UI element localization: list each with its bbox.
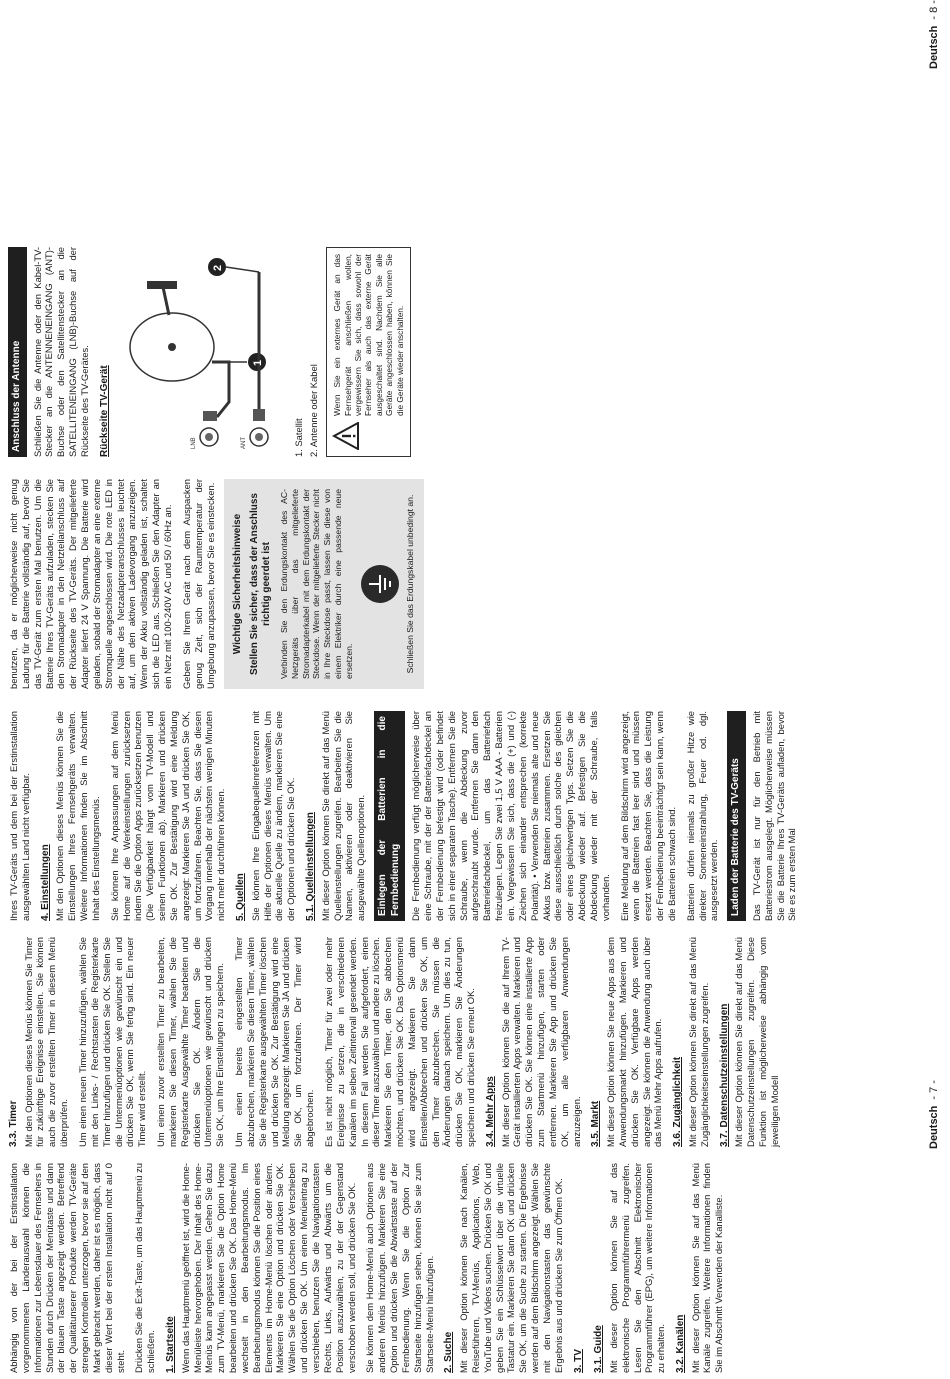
callout-1-label: 1 [252,359,265,366]
page7-column-2 [8,937,788,1147]
footer-language: Deutsch [928,1105,940,1149]
page-7 [0,690,950,1379]
page7-footer [928,1080,940,1149]
lnb-port-center-icon [205,433,213,441]
heading-guide: 3.1. Guide [593,1325,605,1373]
satellite-cable-icon [212,362,229,417]
heading-quellen: 5. Quellen [235,873,247,921]
heading-mehr-apps: 3.4. Mehr Apps [484,1076,496,1147]
paragraph: Sie können dem Home-Menü auch Optionen aus anderen Menüs hinzufügen. Markieren Sie eine Option und drücken Sie die Abwärtstaste auf der Fernbedienung. Wenn Sie die Option Zur Startseite hinzufügen sehen, können Sie sie zum Startseite-Menü hinzufügen. [364,1163,435,1373]
paragraph: Sie können Ihre Eingabequellenreferenzen mit Hilfe der Optionen dieses Menüs verwalten. Um die aktuelle Quelle zu ändern, markieren Sie eine der Optionen und drücken Sie OK. [249,711,297,921]
ground-icon [361,565,399,603]
heading-quelleinstellungen: 5.1. Quelleinstellungen [305,812,317,921]
page7-column-1 [8,1163,732,1373]
paragraph: benutzen, da er möglicherweise nicht genug Ladung für die Batterie vollständig auf, bevor Sie das TV-Gerät zum ersten Mal benutzen. Um die Batterie Ihres TV-Geräts aufzuladen, stecken Sie den Stromadapter in den Netzteilanschluss auf der Rückseite des TV-Geräts. Der mitgelieferte Adapter liefert 24 V Spannung. Die Batterie wird geladen, sobald der Stromadapter an eine externe Stromquelle angeschlossen wird. Die rote LED in der Nähe des Netzadapteranschlusses leuchtet auf, um den aktiven Ladevorgang anzuzeigen. Wenn der Akku vollständig geladen ist, schaltet sich die LED aus. Schließen Sie den Adapter an ein Netz mit 100-240V AC und 50 / 60Hz an. [8,479,173,689]
paragraph: Wenn das Hauptmenü geöffnet ist, wird die Home-Menüleiste hervorgehoben. Der Inhalt des Home-Menüs kann angepasst werden. Gehen Sie dazu zum TV-Menü, markieren Sie die Option Home bearbeiten und drücken Sie OK. Das Home-Menü wechselt in den Bearbeitungsmodus. Im Bearbeitungsmodus können Sie die Position eines Elements im Home-Menü löschen oder ändern. Markieren Sie eine Option und drücken Sie OK. Wählen Sie die Option Löschen oder Verschieben und drücken Sie OK. Um einen Menüeintrag zu verschieben, benutzen Sie die Navigationstasten Rechts, Links, Aufwärts und Abwärts um die Position auszuwählen, zu der der Gegenstand verschoben werden soll, und drücken Sie OK. [179,1163,357,1373]
paragraph: Batterien dürfen niemals zu großer Hitze wie direkter Sonneneinstrahlung, Feuer od. dgl. ausgesetzt werden. [684,711,720,921]
section-bar-batterien: Einlegen der Batterien in die Fernbedienung [374,711,405,921]
dish-center-icon [168,343,176,351]
paragraph: Die Fernbedienung verfügt möglicherweise über eine Schraube, mit der der Batteriefachdeckel an der Fernbedienung befestigt wird (oder befindet sich in einer separaten Tasche). Entfernen Sie die Schraube, wenn die Abdeckung zuvor aufgeschraubt wurde. Entfernen Sie dann den Batteriefachdeckel, um das Batteriefach freizulegen. Legen Sie zwei 1,5 V AAA - Batterien ein. Vergewissern Sie sich, dass die (+) und (-) Zeichen sich einander entsprechen (korrekte Polarität). • Verwenden Sie niemals alte und neue Akkus bzw. Batterien zusammen. Ersetzen Sie diese ausschließlich durch solche des gleichen oder eines gleichwertigen Typs. Setzen Sie die Abdeckung wieder auf. Befestigen Sie die Abdeckung wieder mit der Schraube, falls vorhanden. [410,711,611,921]
paragraph: Abhängig von der bei der Erstinstallation vorgenommenen Länderauswahl können die Informationen zur Lebensdauer des Fernsehers in Stunden durch Drücken der Menütaste und dann der blauen Taste angezeigt werden. Betreffend der Qualitätunserer Produkte werden TV-Geräte strengen Kontrollen unterzogen, bevor sie auf den Markt gebracht werden, daher ist es möglich, dass dieser Wert bei der ersten Installation nicht auf 0 steht. [8,1163,126,1373]
callout-2-line [226,267,259,272]
safety-heading: Wichtige Sicherheitshinweise [232,513,244,655]
heading-timer: 3.3. Timer [8,1100,19,1147]
paragraph: Mit den Optionen dieses Menüs können Sie die Einstellungen Ihres Fernsehgeräts verwalten. Weitere Informationen finden Sie im Abschnitt Inhalt des Einstellungsmenüs. [54,711,101,921]
page-number: - 7 - [928,1080,940,1100]
paragraph: Mit dieser Option können Sie nach Kanälen, Reiseführern, TV-Menüs, Applications, Web, YouTube und Videos suchen. Drücken Sie OK und geben Sie ein Schlüsselwort über die virtuelle Tastatur ein. Markieren Sie dann OK und drücken Sie OK, um die Suche zu starten. Die Ergebnisse werden auf dem Bildschirm angezeigt. Wählen Sie mit den Navigationstasten das gewünschte Ergebnis aus und drücken Sie zum Öffnen OK. [458,1163,564,1373]
paragraph: Eine Meldung auf dem Bildschirm wird angezeigt, wenn die Batterien fast leer sind und müssen ersetzt werden. Beachten Sie, dass die Leistung der Fernbedienung beeinträchtigt sein kann, wenn die Batterien schwach sind. [618,711,677,921]
paragraph: Schließen Sie die Antenne oder den Kabel-TV-Stecker an die ANTENNENEINGANG (ANT)-Buchse oder den Satellitenstecker an die SATELLITENEINGANG (LNB)-Buchse auf der Rückseite des TV-Gerätes. [31,247,90,457]
paragraph: Um einen zuvor erstellten Timer zu bearbeiten, markieren Sie diesen Timer, wählen Sie die Registerkarte Ausgewählte Timer bearbeiten und drücken Sie OK. Ändern Sie die Untermenüoptionen wie gewünscht und drücken Sie OK, um Ihre Einstellungen zu speichern. [155,937,226,1147]
section-bar-laden: Laden der Batterie des TV-Geräts [727,711,746,921]
paragraph: Mit dieser Option können Sie direkt auf das Menü Quelleinstellungen zugreifen. Bearbeiten Sie die Namen, aktivieren oder deaktivieren Sie ausgewählte Quellenoptionen. [319,711,367,921]
paragraph: Mit dieser Option können Sie auf das Menü Kanäle zugreifen. Weitere Informationen finden Sie im Abschnitt Verwenden der Kanalliste. [689,1163,725,1373]
paragraph: Es ist nicht möglich, Timer für zwei oder mehr Ereignisse zu setzen, die in verschiedenen Kanälen im selben Zeitintervall gesendet werden. In diesem Fall werden Sie aufgefordert, einen dieser Timer auszuwählen und andere zu löschen. Markieren Sie den Timer, den Sie abbrechen möchten, und drücken Sie OK. Das Optionsmenü wird angezeigt. Markieren Sie dann Einstellen/Abbrechen und drücken Sie OK, um den Timer abzubrechen. Sie müssen die Änderungen danach speichern. Um dies zu tun, drücken Sie OK, markieren Sie Änderungen speichern und drücken Sie erneut OK. [323,937,477,1147]
paragraph: Um einen neuen Timer hinzuzufügen, wählen Sie mit den Links- / Rechtstasten die Registerkarte Timer hinzufügen und drücken Sie OK. Stellen Sie die Untermenüoptionen wie gewünscht ein und drücken Sie OK, wenn Sie fertig sind. Ein neuer Timer wird erstellt. [76,937,148,1147]
antenna-connection-diagram [117,247,287,457]
heading-startseite: 1. Startseite [165,1316,177,1373]
safety-caption: Schließen Sie das Erdungskabel unbedingt an. [404,494,415,674]
page-8 [0,0,950,689]
connection-list [293,247,320,457]
paragraph: Mit dieser Option können Sie direkt auf das Menü Datenschutzeinstellungen zugreifen. Diese Funktion ist möglicherweise abhängig vom jeweiligen Modell [733,937,780,1147]
paragraph: Geben Sie Ihrem Gerät nach dem Auspacken genug Zeit, sich der Raumtemperatur der Umgebung anzupassen, bevor Sie es einstecken. [180,479,216,689]
dish-mount-icon [147,281,177,289]
page7-column-3 [8,711,805,921]
safety-text: Verbinden Sie den Erdungskontakt des AC-Netzgeräts über das mitgelieferte Stromadapterkabel mit dem Erdungskontakt der Steckdose. Wenn der mitgelieferte Stecker nicht in Ihre Steckdose passt, lassen Sie diese von einem Elektriker durch eine passende neue ersetzen. [278,489,354,679]
section-bar-antenne: Anschluss der Antenne [8,247,27,457]
heading-zugaenglichkeit: 3.6. Zugänglichkeit [672,1056,684,1147]
ant-connector-icon [253,409,265,421]
connection-illustration [117,247,287,457]
warning-text: Wenn Sie ein externes Gerät an das Fernsehgerät anschließen wollen, vergewissern Sie sich, dass sowohl der Fernseher als auch das externe Gerät ausgeschaltet sind. Nachdem Sie alle Geräte angeschlossen haben, können Sie die Geräte wieder anschalten. [332,254,405,416]
ant-label: ANT [241,437,248,449]
warning-box [326,247,411,457]
paragraph: Sie können Ihre Anpassungen auf dem Menü Home auf die Werkeinstellungen zurücksetzen indem Sie die Option Apps zurücksetzen benutzen (Die Verfügbarkeit hängt vom TV-Modell und seinen Funktionen ab). Markieren und drücken Sie OK. Zur Bestätigung wird eine Meldung angezeigt: Markieren Sie JA und drücken Sie OK, um fortzufahren. Beachten Sie, dass Sie diesen Vorgang innerhalb der nächsten wenigen Minuten nicht mehr durchführen können. [108,711,227,921]
page8-column-1 [8,479,432,689]
paragraph: Mit dieser Option können Sie die auf Ihrem TV-Gerät installierten Apps verwalten. Markieren und drücken Sie OK. Sie können eine installierte App zum Startmenü hinzufügen, starten oder entfernen. Markieren Sie App und drücken Sie OK, um alle verfügbaren Anwendungen anzuzeigen. [499,937,582,1147]
dish-arm-icon [163,287,169,315]
paragraph: Drücken Sie die Exit-Taste, um das Hauptmenü zu schließen. [133,1163,157,1373]
paragraph: Ihres TV-Geräts und dem bei der Erstinstallation ausgewählten Land nicht verfügbar. [8,711,31,921]
safety-title: Stellen Sie sicher, dass der Anschluss richtig geerdet ist [248,493,272,675]
paragraph: Mit dieser Option können Sie direkt auf das Menü Zugänglichkeitseinstellungen zugreifen. [686,937,710,1147]
safety-box [224,479,423,689]
heading-markt: 3.5. Markt [590,1100,602,1147]
list-item: 2. Antenne oder Kabel [308,364,320,457]
list-item: 1. Satellit [293,418,305,457]
warning-triangle-icon [332,422,360,450]
paragraph: Das TV-Gerät ist nur für den Betrieb mit Batteriestrom ausgelegt. Möglicherweise müssen Sie die Batterie Ihres TV-Geräts aufladen, bevor Sie es zum ersten Mal [750,711,798,921]
lnb-connector-icon [203,411,217,421]
page8-footer [928,0,940,69]
heading-rueckseite: Rückseite TV-Gerät [98,365,110,457]
footer-language: Deutsch [928,25,940,69]
heading-kanaele: 3.2. Kanälen [675,1314,687,1373]
heading-datenschutz: 3.7. Datenschutzeinstellungen [718,1003,730,1147]
paragraph: Um einen bereits eingestellten Timer abzubrechen, markieren Sie diesen Timer, wählen Sie die Registerkarte ausgewählten Timer löschen und drücken Sie OK. Zur Bestätigung wird eine Meldung angezeigt: Markieren Sie JA und drücken Sie OK, um fortzufahren. Der Timer wird abgebrochen. [233,937,316,1147]
page-number: - 8 - [928,0,940,20]
page8-column-2 [8,247,411,457]
heading-suche: 2. Suche [443,1331,455,1373]
paragraph: Mit dieser Option können Sie auf das elektronische Programmführermenü zugreifen. Lesen Sie den Abschnitt Elektronischer Programmführer (EPG), um weitere Informationen zu erhalten. [607,1163,667,1373]
heading-tv: 3. TV [572,1349,584,1373]
paragraph: Mit den Optionen dieses Menüs können Sie Timer für zukünftige Ereignisse einstellen. Sie können auch die zuvor erstellten Timer in diesem Menü überprüfen. [22,937,70,1147]
paragraph: Mit dieser Option können Sie neue Apps aus dem Anwendungsmarkt hinzufügen. Markieren und drücken Sie OK. Verfügbare Apps werden angezeigt. Sie können die Anwendung auch über das Menü Mehr Apps aufrufen. [605,937,664,1147]
ant-port-center-icon [255,433,263,441]
heading-einstellungen: 4. Einstellungen [39,844,51,921]
lnb-label: LNB [191,437,198,449]
callout-2-label: 2 [212,264,225,271]
